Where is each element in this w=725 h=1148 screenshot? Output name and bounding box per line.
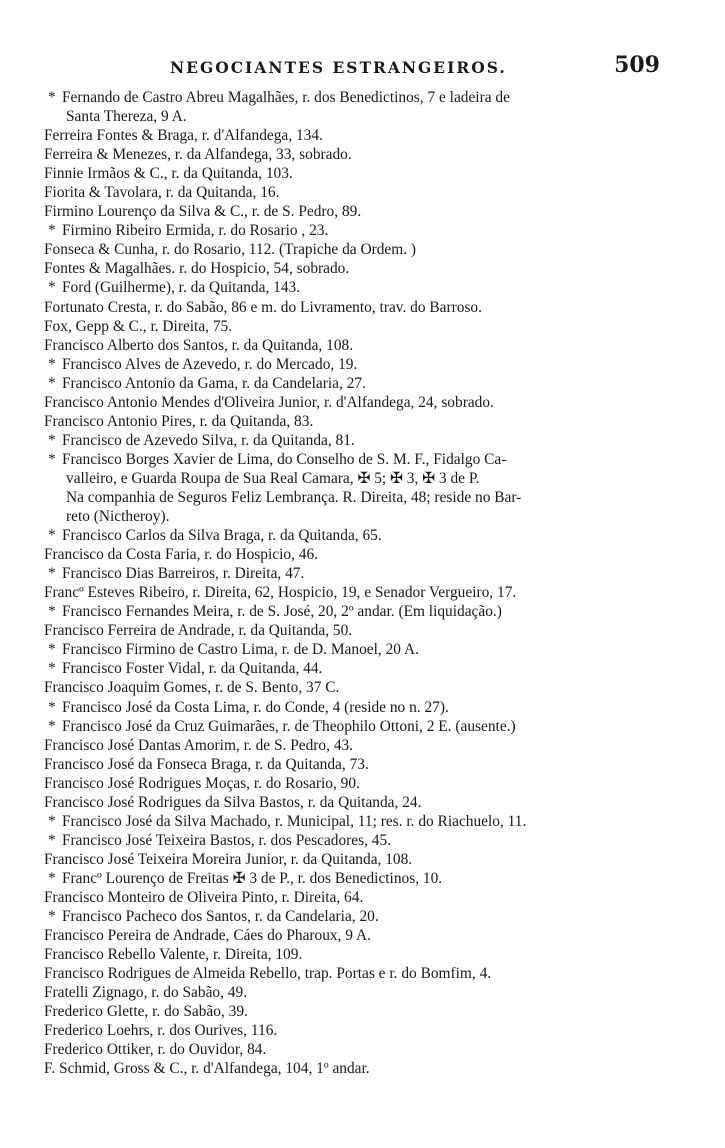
entry-text: Fortunato Cresta, r. do Sabão, 86 e m. do Livramento, trav. do Barroso.	[44, 298, 482, 316]
entry-text: Fox, Gepp & C., r. Direita, 75.	[44, 317, 233, 335]
page-number: 509	[614, 52, 660, 78]
entry-text: Francisco da Costa Faria, r. do Hospicio, 46.	[44, 546, 318, 564]
entry-text: Francisco Pacheco dos Santos, r. da Candelaria, 20.	[62, 908, 379, 926]
list-item	[44, 736, 674, 755]
foreign-marker: *	[48, 831, 56, 849]
entry-text: Ferreira Fontes & Braga, r. d'Alfandega, 134.	[44, 127, 323, 145]
entry-text: Francisco Ferreira de Andrade, r. da Quitanda, 50.	[44, 622, 353, 640]
entry-text: Francisco José Dantas Amorim, r. de S. Pedro, 43.	[44, 736, 354, 754]
entry-text: Finnie Irmãos & C., r. da Quitanda, 103.	[44, 165, 293, 183]
entry-text: Francisco Antonio Mendes d'Oliveira Junior, r. d'Alfandega, 24, sobrado.	[44, 393, 494, 411]
list-item	[44, 564, 674, 583]
entry-text: Francisco Borges Xavier de Lima, do Conselho de S. M. F., Fidalgo Ca-	[62, 450, 507, 468]
entry-text: Francisco José Rodrigues Moças, r. do Rosario, 90.	[44, 774, 360, 792]
list-item	[44, 526, 674, 545]
foreign-marker: *	[48, 660, 56, 678]
foreign-marker: *	[48, 450, 56, 468]
entry-continuation: Santa Thereza, 9 A.	[66, 108, 187, 126]
entry-text: Frederico Glette, r. do Sabão, 39.	[44, 1003, 248, 1021]
list-item	[44, 374, 674, 393]
list-item	[44, 659, 674, 678]
list-item	[44, 678, 674, 697]
foreign-marker: *	[48, 869, 56, 887]
entry-text: Firmino Lourenço da Silva & C., r. de S. Pedro, 89.	[44, 203, 362, 221]
entry-list	[44, 88, 674, 1078]
list-item	[44, 698, 674, 717]
entry-text: Fonseca & Cunha, r. do Rosario, 112. (Trapiche da Ordem. )	[44, 241, 417, 259]
list-item	[44, 412, 674, 431]
list-item	[44, 850, 674, 869]
list-item	[44, 145, 674, 164]
entry-text: Francisco José Teixeira Bastos, r. dos Pescadores, 45.	[62, 831, 392, 849]
entry-text: Francisco José da Costa Lima, r. do Conde, 4 (reside no n. 27).	[62, 698, 449, 716]
entry-text: Francisco Joaquim Gomes, r. de S. Bento, 37 C.	[44, 679, 340, 697]
entry-text: Francisco José Teixeira Moreira Junior, r. da Quitanda, 108.	[44, 850, 413, 868]
entry-continuation: valleiro, e Guarda Roupa de Sua Real Camara, ✠ 5; ✠ 3, ✠ 3 de P.	[66, 469, 480, 487]
list-item	[44, 1002, 674, 1021]
entry-text: Francisco Firmino de Castro Lima, r. de D. Manoel, 20 A.	[62, 641, 419, 659]
foreign-marker: *	[48, 641, 56, 659]
list-item	[44, 964, 674, 983]
foreign-marker: *	[48, 812, 56, 830]
foreign-marker: *	[48, 374, 56, 392]
entry-text: Francº Lourenço de Freitas ✠ 3 de P., r. dos Benedictinos, 10.	[62, 869, 443, 887]
entry-text: Frederico Loehrs, r. dos Ourives, 116.	[44, 1022, 278, 1040]
list-item	[44, 945, 674, 964]
entry-text: Ferreira & Menezes, r. da Alfandega, 33, sobrado.	[44, 146, 352, 164]
entry-text: Fiorita & Tavolara, r. da Quitanda, 16.	[44, 184, 280, 202]
entry-text: Francisco José Rodrigues da Silva Bastos, r. da Quitanda, 24.	[44, 793, 422, 811]
entry-continuation: Na companhia de Seguros Feliz Lembrança. R. Direita, 48; reside no Bar-	[66, 488, 522, 506]
entry-text: Firmino Ribeiro Ermida, r. do Rosario , 23.	[62, 222, 329, 240]
entry-text: Francisco Pereira de Andrade, Cáes do Pharoux, 9 A.	[44, 927, 371, 945]
entry-text: Francisco Alves de Azevedo, r. do Mercado, 19.	[62, 355, 358, 373]
foreign-marker: *	[48, 279, 56, 297]
list-item	[44, 1059, 674, 1078]
list-item	[44, 164, 674, 183]
list-item	[44, 926, 674, 945]
entry-text: Frederico Ottiker, r. do Ouvidor, 84.	[44, 1041, 267, 1059]
entry-text: Francisco Foster Vidal, r. da Quitanda, 44.	[62, 660, 323, 678]
foreign-marker: *	[48, 431, 56, 449]
list-item	[44, 278, 674, 297]
entry-text: Fratelli Zignago, r. do Sabão, 49.	[44, 984, 248, 1002]
entry-text: Francisco Antonio da Gama, r. da Candelaria, 27.	[62, 374, 366, 392]
entry-text: Ford (Guilherme), r. da Quitanda, 143.	[62, 279, 301, 297]
list-item	[44, 888, 674, 907]
list-item	[44, 355, 674, 374]
list-item	[44, 126, 674, 145]
foreign-marker: *	[48, 89, 56, 106]
list-item	[44, 869, 674, 888]
list-item	[44, 983, 674, 1002]
entry-text: Francisco Alberto dos Santos, r. da Quitanda, 108.	[44, 336, 354, 354]
entry-text: Francisco Rebello Valente, r. Direita, 109.	[44, 946, 303, 964]
list-item	[44, 393, 674, 412]
list-item	[44, 831, 674, 850]
entry-text: F. Schmid, Gross & C., r. d'Alfandega, 104, 1º andar.	[44, 1060, 370, 1078]
page-title: NEGOCIANTES ESTRANGEIROS.	[170, 58, 507, 77]
entry-text: Francisco José da Silva Machado, r. Municipal, 11; res. r. do Riachuelo, 11.	[62, 812, 527, 830]
foreign-marker: *	[48, 565, 56, 583]
list-item	[44, 221, 674, 240]
foreign-marker: *	[48, 355, 56, 373]
list-item	[44, 907, 674, 926]
list-item	[44, 317, 674, 336]
entry-text: Francisco Dias Barreiros, r. Direita, 47.	[62, 565, 305, 583]
list-item	[44, 717, 674, 736]
list-item	[44, 793, 674, 812]
foreign-marker: *	[48, 603, 56, 621]
page-header	[0, 52, 725, 82]
entry-text: Francº Esteves Ribeiro, r. Direita, 62, Hospicio, 19, e Senador Vergueiro, 17.	[44, 584, 517, 602]
list-item	[44, 621, 674, 640]
list-item	[44, 450, 674, 526]
foreign-marker: *	[48, 698, 56, 716]
list-item	[44, 88, 674, 126]
list-item	[44, 259, 674, 278]
list-item	[44, 298, 674, 317]
list-item	[44, 583, 674, 602]
entry-continuation: reto (Nictheroy).	[66, 508, 170, 526]
list-item	[44, 755, 674, 774]
list-item	[44, 1040, 674, 1059]
entry-text: Francisco de Azevedo Silva, r. da Quitanda, 81.	[62, 431, 355, 449]
list-item	[44, 812, 674, 831]
entry-text: Francisco José da Cruz Guimarães, r. de Theophilo Ottoni, 2 E. (ausente.)	[62, 717, 516, 735]
entry-text: Francisco José da Fonseca Braga, r. da Quitanda, 73.	[44, 755, 369, 773]
entry-text: Francisco Fernandes Meira, r. de S. José, 20, 2º andar. (Em liquidação.)	[62, 603, 502, 621]
foreign-marker: *	[48, 908, 56, 926]
entry-text: Fontes & Magalhães. r. do Hospicio, 54, sobrado.	[44, 260, 350, 278]
entry-text: Francisco Antonio Pires, r. da Quitanda, 83.	[44, 412, 314, 430]
list-item	[44, 240, 674, 259]
foreign-marker: *	[48, 222, 56, 240]
entry-text: Francisco Monteiro de Oliveira Pinto, r. Direita, 64.	[44, 888, 364, 906]
list-item	[44, 640, 674, 659]
list-item	[44, 336, 674, 355]
foreign-marker: *	[48, 527, 56, 545]
entry-text: Francisco Carlos da Silva Braga, r. da Quitanda, 65.	[62, 527, 382, 545]
list-item	[44, 545, 674, 564]
list-item	[44, 602, 674, 621]
list-item	[44, 431, 674, 450]
list-item	[44, 202, 674, 221]
list-item	[44, 183, 674, 202]
list-item	[44, 1021, 674, 1040]
entry-text: Francisco Rodrigues de Almeida Rebello, trap. Portas e r. do Bomfim, 4.	[44, 965, 492, 983]
entry-text: Fernando de Castro Abreu Magalhães, r. dos Benedictinos, 7 e ladeira de	[62, 89, 510, 106]
list-item	[44, 774, 674, 793]
foreign-marker: *	[48, 717, 56, 735]
